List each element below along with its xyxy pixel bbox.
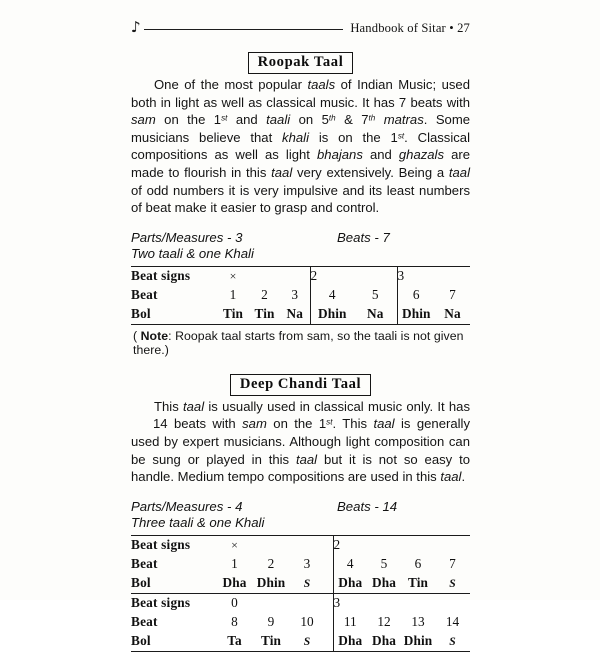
bol-value: Dha bbox=[367, 632, 401, 652]
heading-word: Taal bbox=[313, 54, 344, 70]
table-row bbox=[131, 535, 470, 555]
beats-group bbox=[337, 230, 390, 247]
bol-value: Dha bbox=[333, 632, 367, 652]
beat-number: 5 bbox=[371, 287, 379, 303]
spacer-cell bbox=[324, 535, 333, 555]
spacer-cell bbox=[249, 266, 280, 286]
beat-number: 1 bbox=[231, 556, 238, 572]
bol-rest-marker: S bbox=[290, 632, 324, 652]
beat-number: 9 bbox=[267, 614, 275, 630]
spacer-cell bbox=[367, 535, 401, 555]
spacer-cell bbox=[435, 266, 470, 286]
beat-number: 2 bbox=[261, 287, 268, 303]
bol-value: Dha bbox=[333, 574, 367, 594]
spacer-cell bbox=[252, 593, 290, 613]
beat-number: 10 bbox=[300, 614, 314, 630]
parts-value: - 3 bbox=[227, 229, 243, 245]
beat-number: 8 bbox=[231, 614, 238, 630]
heading-box bbox=[248, 52, 354, 74]
spacer-cell bbox=[324, 574, 333, 594]
table-row bbox=[131, 305, 470, 325]
bol-value: Dhin bbox=[401, 632, 435, 652]
note-text: Roopak taal starts from sam, so the taali is not given there.) bbox=[133, 328, 464, 357]
beat-sign-group-1: × bbox=[217, 535, 252, 555]
spacer-cell bbox=[324, 613, 333, 632]
bol-value: Na bbox=[435, 305, 470, 325]
spacer-cell bbox=[324, 632, 333, 652]
beat-number: 11 bbox=[333, 613, 367, 632]
spacer-cell bbox=[401, 593, 435, 613]
table-row bbox=[131, 574, 470, 594]
beat-number: 3 bbox=[291, 287, 299, 303]
table-row bbox=[131, 555, 470, 574]
parts-value: - 4 bbox=[227, 498, 243, 514]
roopak-meta bbox=[131, 230, 470, 263]
bol-value: Tin bbox=[249, 305, 280, 325]
beat-sign-group-2: 2 bbox=[310, 266, 354, 286]
bol-value: Na bbox=[280, 305, 310, 325]
bol-value: Dha bbox=[222, 575, 247, 591]
row-label-beat: Beat bbox=[131, 287, 158, 303]
taali-khali-subtitle: Two taali & one Khali bbox=[131, 246, 254, 262]
row-label-bol: Bol bbox=[131, 305, 217, 325]
beat-number: 12 bbox=[377, 614, 391, 630]
beat-sign-group-2: 2 bbox=[333, 535, 367, 555]
note-open-paren: ( bbox=[133, 328, 138, 343]
parts-label: Parts/Measures bbox=[131, 498, 224, 514]
table-row bbox=[131, 266, 470, 286]
heading-word: Chandi bbox=[277, 375, 328, 392]
page-number: 27 bbox=[457, 20, 470, 35]
beat-number: 7 bbox=[449, 287, 456, 303]
beat-sign-group-3: 0 bbox=[217, 593, 252, 613]
header-separator: • bbox=[449, 20, 454, 35]
beats-group bbox=[337, 499, 397, 516]
section-heading-deep-chandi bbox=[131, 374, 470, 396]
paragraph-roopak: One of the most popular taals of Indian Music; used both in light as well as classical music. It has 7 beats with sam on the 1st and taali on 5th & 7th matras. Some musicians believe that khali is on the 1st. Classical compositions as well as light bhajans and ghazals are made to flourish in this taal very extensively. Being a taal of odd numbers it is very impulsive and its least numbers of beat make it easier to grasp and control. bbox=[131, 77, 471, 216]
bol-value: Tin bbox=[252, 632, 290, 652]
table-row bbox=[131, 632, 470, 652]
parts-label: Parts/Measures bbox=[131, 229, 224, 245]
roopak-note bbox=[131, 325, 470, 357]
spacer-cell bbox=[324, 593, 333, 613]
roopak-taal-table bbox=[131, 266, 470, 325]
beat-number: 6 bbox=[414, 556, 422, 572]
bol-value: Tin bbox=[217, 305, 249, 325]
row-label-bol: Bol bbox=[131, 632, 217, 652]
spacer-cell bbox=[290, 593, 324, 613]
bol-rest-marker: S bbox=[449, 576, 456, 590]
beat-number: 1 bbox=[229, 287, 237, 303]
deep-chandi-meta bbox=[131, 499, 470, 532]
music-note-icon: ♪ bbox=[130, 17, 141, 36]
spacer-cell bbox=[435, 535, 470, 555]
row-label-beat-signs: Beat signs bbox=[131, 266, 217, 286]
table-row bbox=[131, 593, 470, 613]
beats-label: Beats bbox=[337, 498, 371, 514]
header-rule bbox=[144, 29, 344, 30]
spacer-cell bbox=[280, 266, 310, 286]
beat-number: 4 bbox=[333, 555, 367, 574]
bol-value: Na bbox=[354, 305, 397, 325]
beats-value: - 7 bbox=[374, 229, 390, 245]
bol-value: Dha bbox=[372, 575, 396, 591]
page-content bbox=[131, 18, 470, 652]
beat-number: 14 bbox=[445, 614, 460, 630]
beat-number: 5 bbox=[380, 556, 388, 572]
heading-word: Deep bbox=[239, 375, 274, 392]
deep-chandi-taal-table bbox=[131, 535, 470, 652]
table-row bbox=[131, 286, 470, 305]
spacer-cell bbox=[401, 535, 435, 555]
row-label-beat-signs: Beat signs bbox=[131, 535, 217, 555]
running-header-title bbox=[350, 21, 470, 36]
beats-label: Beats bbox=[337, 229, 371, 245]
beat-sign-group-3: 3 bbox=[397, 266, 435, 286]
running-header bbox=[131, 18, 470, 38]
heading-word: Taal bbox=[331, 375, 362, 392]
spacer-cell bbox=[324, 555, 333, 574]
spacer-cell bbox=[354, 266, 397, 286]
beat-sign-group-4: 3 bbox=[333, 593, 367, 613]
section-heading-roopak bbox=[131, 52, 470, 74]
row-label-beat-signs: Beat signs bbox=[131, 593, 217, 613]
beat-sign-group-1: × bbox=[217, 266, 249, 286]
beat-number: 2 bbox=[267, 556, 275, 572]
beat-number: 6 bbox=[397, 286, 435, 305]
heading-box bbox=[230, 374, 371, 396]
row-label-beat: Beat bbox=[131, 556, 158, 572]
heading-word: Roopak bbox=[257, 54, 310, 70]
table-row bbox=[131, 613, 470, 632]
bol-value: Dhin bbox=[310, 305, 354, 325]
beat-number: 7 bbox=[449, 556, 456, 572]
taali-khali-subtitle: Three taali & one Khali bbox=[131, 515, 265, 531]
paragraph-deep-chandi: This taal is usually used in classical music only. It has14 beats with sam on the 1st. This taal is generally used by expert musicians. Although light composition can be sung or played in this taal but it is not so easy to handle. Medium tempo compositions are used in this taal. bbox=[131, 398, 470, 485]
bol-value: Dhin bbox=[397, 305, 435, 325]
row-label-beat: Beat bbox=[131, 614, 158, 630]
beat-number: 3 bbox=[303, 556, 311, 572]
note-label: Note bbox=[140, 328, 169, 343]
bol-value: Ta bbox=[217, 632, 252, 652]
book-title: Handbook of Sitar bbox=[350, 20, 446, 35]
bol-rest-marker: S bbox=[435, 632, 470, 652]
spacer-cell bbox=[290, 535, 324, 555]
note-colon: : bbox=[168, 328, 172, 343]
spacer-cell bbox=[367, 593, 401, 613]
beat-number: 4 bbox=[310, 286, 354, 305]
bol-rest-marker: S bbox=[303, 576, 311, 590]
spacer-cell bbox=[252, 535, 290, 555]
spacer-cell bbox=[435, 593, 470, 613]
beats-value: - 14 bbox=[374, 498, 398, 514]
bol-value: Dhin bbox=[256, 575, 286, 591]
beat-number: 13 bbox=[411, 614, 425, 630]
bol-value: Tin bbox=[407, 575, 429, 591]
row-label-bol: Bol bbox=[131, 575, 151, 591]
